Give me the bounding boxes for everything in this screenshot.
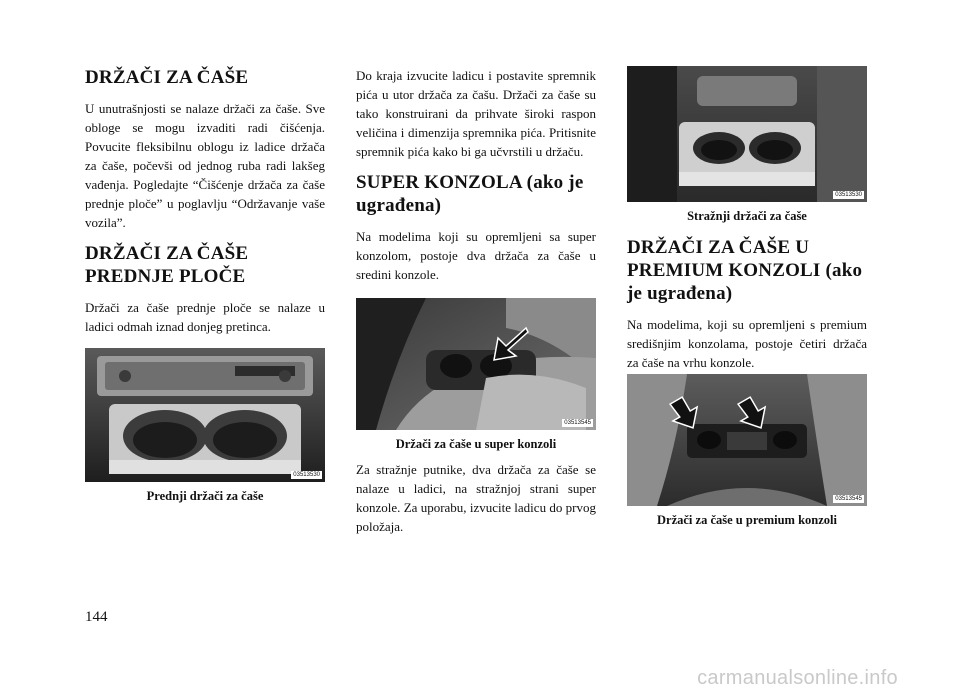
figure-code: 03513545: [835, 496, 862, 502]
column-left: [85, 66, 325, 504]
photo-super-console: [356, 298, 596, 430]
figure-caption: Držači za čaše u premium konzoli: [657, 513, 837, 527]
figure-front-cup-holders: [85, 348, 325, 504]
heading-cup-holders: DRŽAČI ZA ČAŠE: [85, 67, 249, 88]
heading-super-console: SUPER KONZOLA (ako je ugrađena): [356, 172, 584, 216]
photo-premium-console: [627, 374, 867, 506]
paragraph-super-console: Na modelima koji su opremljeni sa super konzolom, postoje dva držača za čaše u sredini konzole.: [356, 229, 596, 282]
photo-front-cup-holders: [85, 348, 325, 482]
heading-front-panel-cup-holders: DRŽAČI ZA ČAŠE PREDNJE PLOČE: [85, 243, 249, 287]
figure-caption: Prednji držači za čaše: [146, 489, 264, 503]
paragraph-insert-drink: Do kraja izvucite ladicu i postavite spremnik pića u utor držača za čašu. Držači za čaše su tako konstruirani da prihvate široki raspon veličina i dimenzija spremnika pića. Pritisnite spremnik pića kako bi ga učvrstili u držaču.: [356, 68, 596, 159]
watermark-text: carmanualsonline.info: [697, 667, 898, 689]
figure-super-console: [356, 298, 596, 452]
paragraph-rear-passengers: Za stražnje putnike, dva držača za čaše se nalaze u ladici, na stražnjoj strani super konzole. Za uporabu, izvucite ladicu do prvog položaja.: [356, 462, 596, 534]
figure-rear-cup-holders: [627, 66, 867, 224]
paragraph-premium-console: Na modelima, koji su opremljeni s premium središnjim konzolama, postoje četiri držača za čaše na vrhu konzole.: [627, 317, 867, 370]
figure-code: 03513530: [835, 192, 862, 198]
paragraph-cup-holders: U unutrašnjosti se nalaze držači za čaše. Sve obloge se mogu izvaditi radi čišćenja. Povucite fleksibilnu oblogu iz ladice držača za čaše, počevši od jednog ruba radi lakšeg vađenja. Pogledajte “Čišćenje držača za čaše prednje ploče” u poglavlju “Održavanje vaše vozila”.: [85, 101, 325, 230]
heading-premium-console: DRŽAČI ZA ČAŠE U PREMIUM KONZOLI (ako je ugrađena): [627, 237, 863, 304]
page-number: 144: [85, 609, 108, 625]
photo-rear-cup-holders: [627, 66, 867, 202]
figure-code: 03513530: [293, 472, 320, 478]
figure-code: 03513545: [564, 420, 591, 426]
paragraph-front-panel: Držači za čaše prednje ploče se nalaze u ladici odmah iznad donjeg pretinca.: [85, 300, 325, 334]
figure-caption: Držači za čaše u super konzoli: [395, 437, 557, 451]
figure-premium-console: [627, 374, 867, 528]
column-middle: [356, 66, 596, 546]
column-right: [627, 66, 867, 528]
figure-caption: Stražnji držači za čaše: [687, 209, 807, 223]
